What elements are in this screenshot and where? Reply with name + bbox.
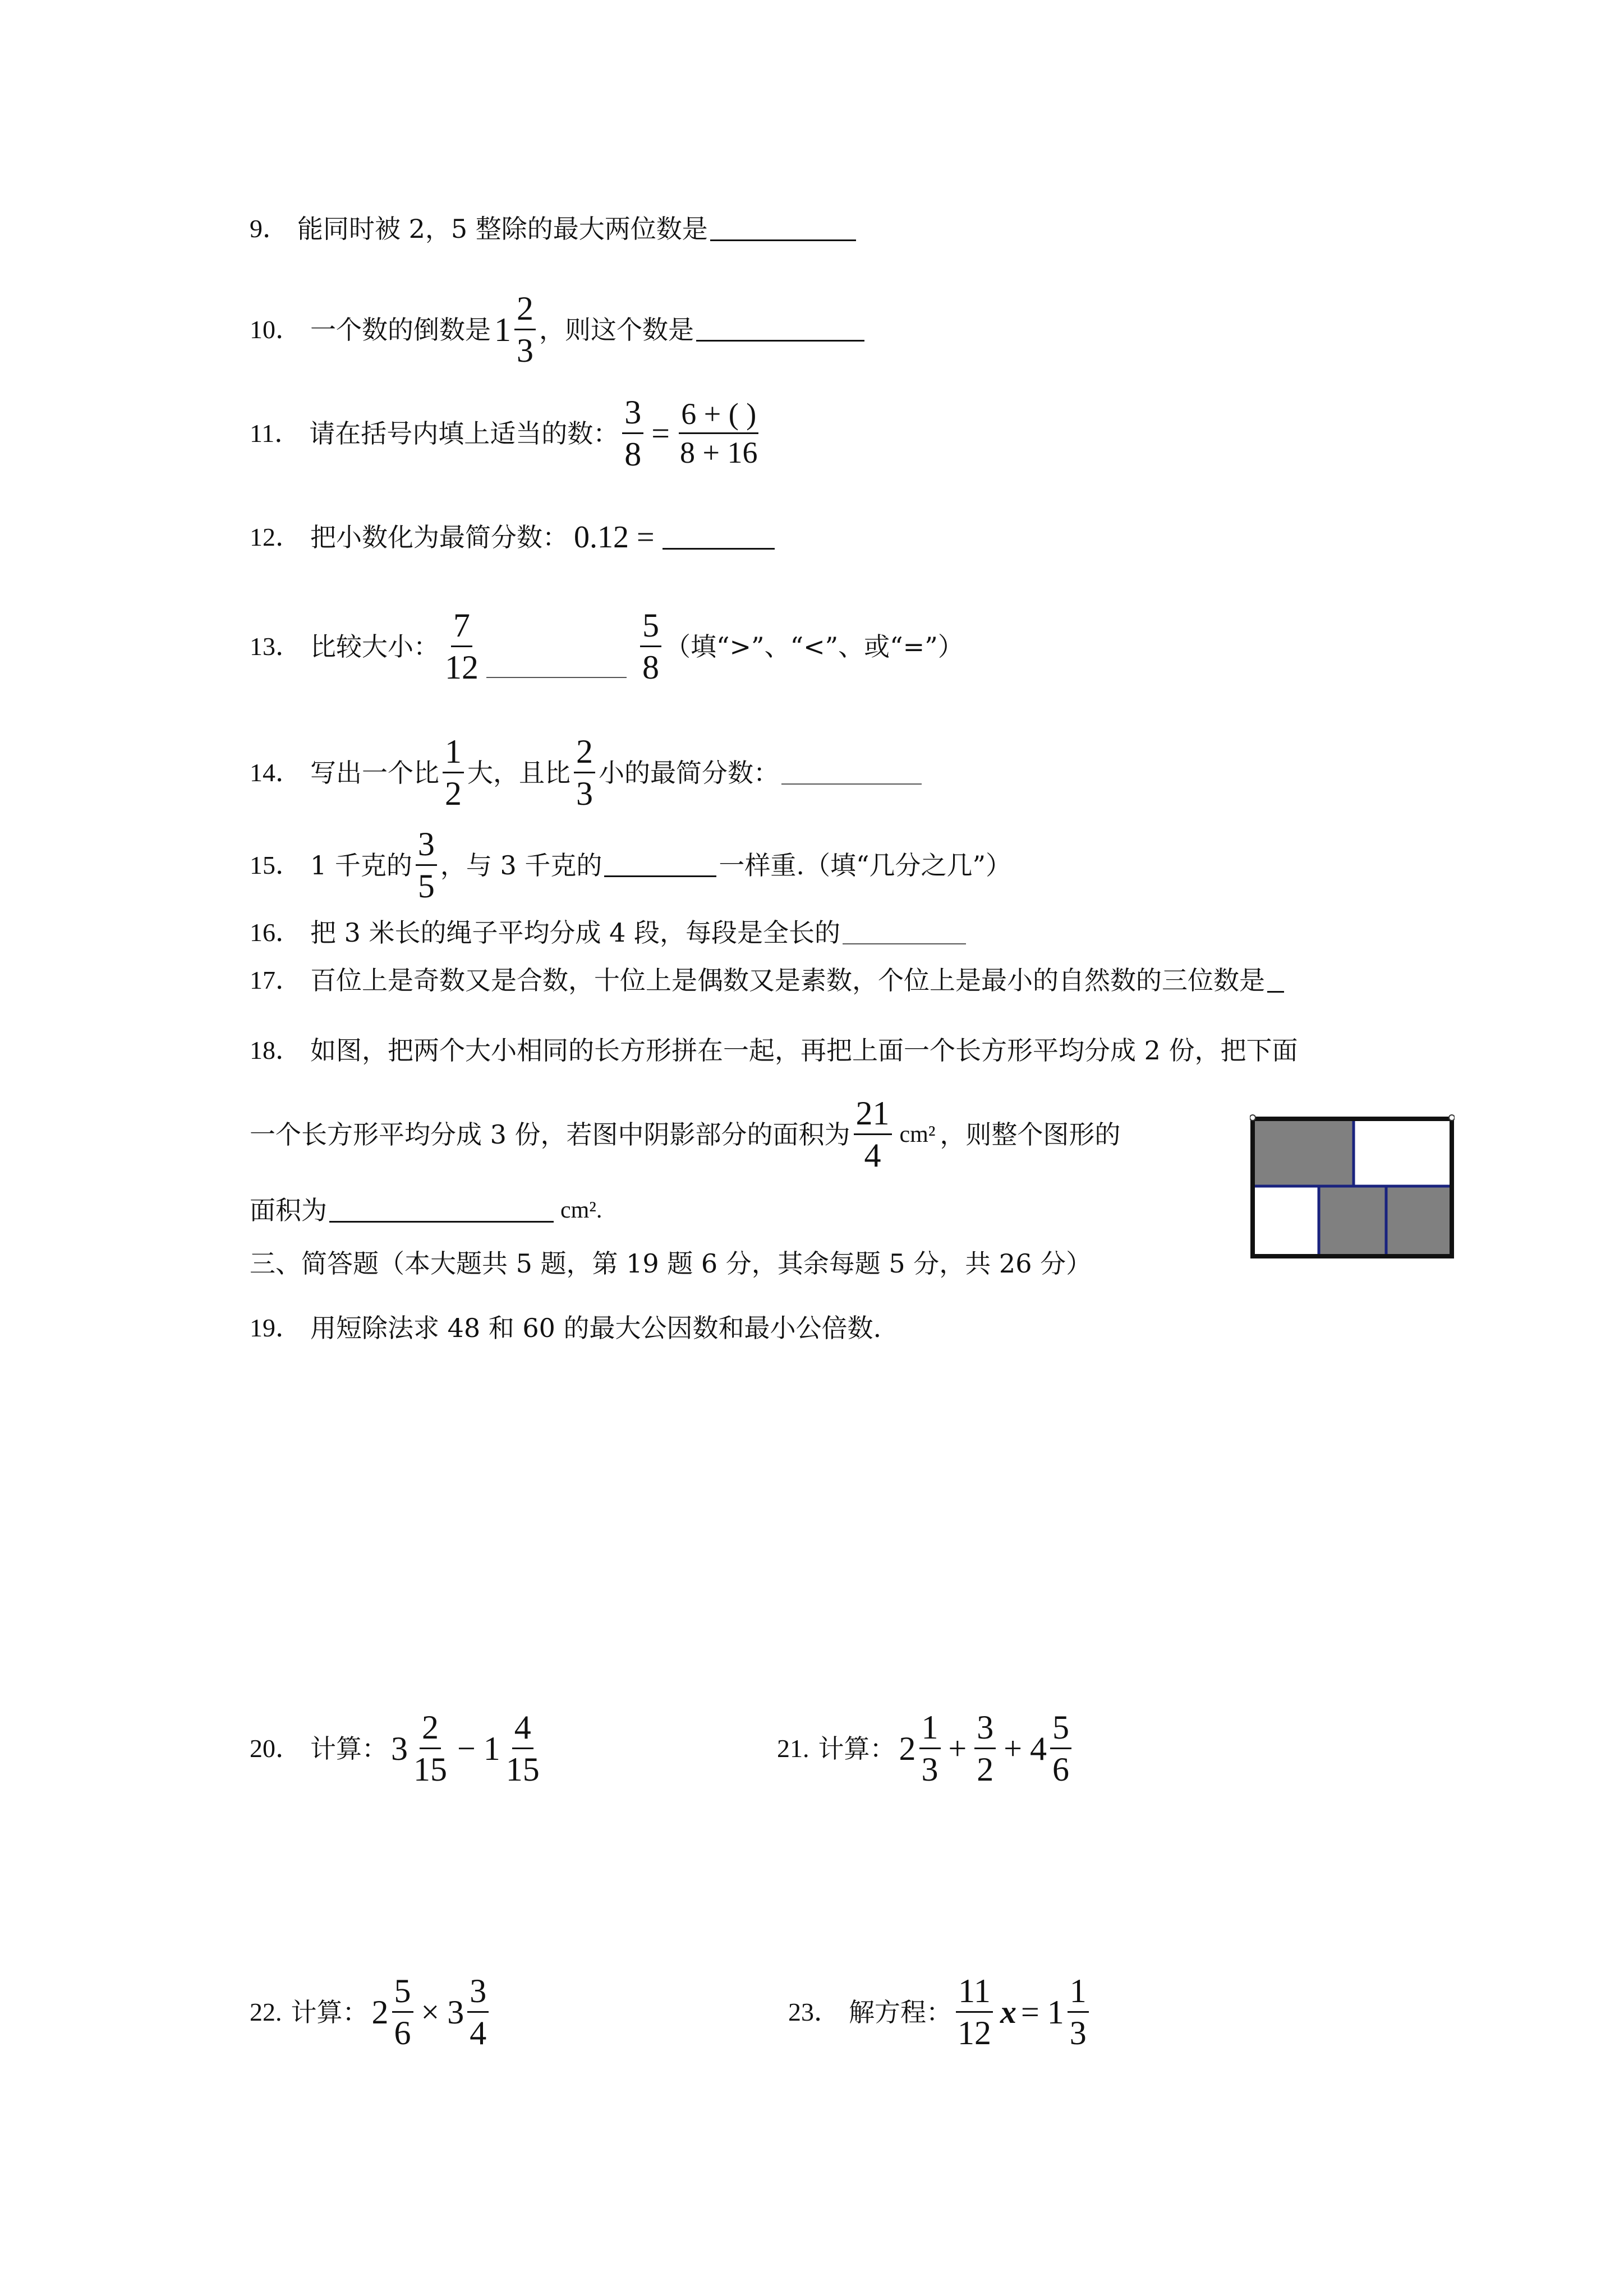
question-text: 一个长方形平均分成 3 份，若图中阴影部分的面积为 [250,1119,850,1150]
question-number: 22. [250,1997,282,2026]
unit: cm². [560,1197,602,1223]
numerator: 5 [640,608,661,647]
numerator: 1 [1068,1974,1089,2013]
plus-sign: + [948,1730,967,1767]
fraction-left [622,395,643,471]
question-17 [250,967,1286,993]
denominator: 3 [921,1751,938,1788]
corner-handle-left [1250,1115,1255,1121]
denominator: 12 [445,649,479,686]
question-text: ，则整个图形的 [940,1119,1121,1150]
mixed-whole: 1 [1047,1993,1064,2031]
question-number: 19． [250,1313,301,1342]
fraction [467,1974,489,2050]
rectangle-figure [1250,1113,1455,1262]
question-number: 13． [250,631,301,661]
numerator: 1 [443,735,464,773]
question-number: 9． [250,214,288,243]
fraction-a [443,735,464,810]
mixed-whole: 1 [494,311,511,348]
question-number: 18． [250,1036,301,1064]
question-number: 10． [250,315,301,344]
fraction [854,1096,892,1172]
question-text: 小的最简分数： [599,757,779,788]
equals-sign: = [1021,1993,1039,2030]
question-text: ，与 3 千克的 [440,850,602,880]
fraction-b [574,735,595,810]
equals-sign: = [651,414,670,451]
denominator: 3 [576,775,593,812]
question-11 [250,395,763,471]
answer-blank[interactable] [696,317,864,342]
question-text: 能同时被 2，5 整除的最大两位数是 [297,214,708,244]
fraction [504,1711,542,1786]
numerator: 3 [622,395,643,434]
answer-blank[interactable] [843,921,966,944]
fraction [1068,1974,1089,2050]
fraction [392,1974,413,2050]
denominator: 2 [977,1751,994,1788]
section-3-heading [250,1248,1092,1279]
question-21 [777,1711,1075,1786]
denominator: 15 [505,1751,540,1788]
question-20 [250,1711,545,1786]
denominator: 12 [958,2014,991,2051]
question-number: 21. [777,1733,809,1763]
denominator: 6 [1052,1751,1069,1788]
fraction [1050,1711,1071,1786]
plus-sign: + [1004,1730,1022,1767]
numerator: 3 [467,1974,489,2013]
question-22 [250,1974,492,2050]
fraction [974,1711,996,1786]
question-text: 计算： [310,1733,388,1764]
question-number: 16． [250,918,301,947]
answer-blank[interactable] [329,1198,554,1223]
question-number: 23． [788,1997,840,2026]
denominator: 4 [470,2014,487,2051]
mixed-whole: 3 [447,1993,464,2031]
unit: cm² [899,1121,936,1147]
question-text: 比较大小： [310,631,439,662]
question-text: 用短除法求 48 和 60 的最大公因数和最小公倍数. [310,1313,882,1343]
mixed-whole: 2 [899,1730,916,1767]
math-expression: 0.12 = [574,520,655,555]
question-text: ，则这个数是 [539,314,694,345]
answer-blank[interactable] [1267,969,1284,993]
question-13 [250,608,964,684]
white-top-right [1354,1119,1452,1186]
denominator: 2 [445,775,462,812]
question-number: 11． [250,418,301,448]
numerator: 7 [451,608,472,647]
question-text: 把 3 米长的绳子平均分成 4 段，每段是全长的 [310,918,841,948]
numerator: 3 [416,827,437,866]
white-bottom-left [1253,1186,1319,1256]
numerator: 4 [512,1711,533,1749]
question-16 [250,920,968,946]
answer-blank[interactable] [486,654,627,678]
question-number: 20． [250,1733,301,1763]
answer-blank[interactable] [781,761,922,785]
question-text: 解方程： [849,1997,952,2027]
numerator[interactable]: 6 + ( ) [679,399,758,434]
fraction-right [678,399,760,468]
answer-blank[interactable] [663,525,775,550]
numerator: 3 [974,1711,996,1749]
denominator: 4 [864,1137,881,1174]
answer-blank[interactable] [604,853,716,877]
question-text: 请在括号内填上适当的数： [309,418,619,449]
shaded-top-left [1253,1119,1354,1186]
denominator: 8 + 16 [680,436,758,469]
question-10 [250,292,867,367]
question-text: 大，且比 [467,757,571,788]
question-text: 面积为 [250,1195,327,1225]
answer-blank[interactable] [710,217,856,241]
fraction [514,292,536,367]
fraction [919,1711,941,1786]
hint-text: （填“>”、“<”、或“=”） [665,631,964,662]
mixed-whole: 2 [371,1993,389,2031]
mixed-whole: 1 [483,1730,500,1767]
times-sign: × [421,1993,440,2030]
question-19 [250,1315,881,1341]
question-text: 把小数化为最简分数： [310,522,568,552]
denominator: 6 [394,2014,411,2051]
question-text: 一个数的倒数是 [310,314,491,345]
denominator: 8 [642,649,659,686]
numerator: 1 [919,1711,941,1749]
question-18-line-3 [250,1197,606,1223]
numerator: 21 [854,1096,892,1135]
minus-sign: − [457,1730,476,1767]
question-14 [250,735,924,810]
fraction-b [640,608,661,684]
section-title: 三、简答题（本大题共 5 题，第 19 题 6 分，其余每题 5 分，共 26 分） [250,1248,1092,1279]
question-text: 如图，把两个大小相同的长方形拼在一起，再把上面一个长方形平均分成 2 份，把下面 [310,1035,1298,1066]
numerator: 5 [1050,1711,1071,1749]
question-9 [250,216,858,242]
question-text: 计算： [818,1733,896,1764]
denominator: 8 [624,436,642,473]
fraction [416,827,437,903]
numerator: 2 [514,292,536,330]
question-number: 17． [250,966,301,994]
question-number: 12． [250,523,301,551]
denominator: 3 [517,332,533,369]
shaded-bottom-middle [1319,1186,1386,1256]
variable-x: x [1000,1993,1016,2030]
fraction-a [443,608,481,684]
corner-handle-right [1449,1115,1455,1121]
question-15 [250,827,1011,903]
denominator: 5 [417,868,435,905]
question-text: 计算： [291,1997,369,2027]
fraction [955,1974,993,2050]
mixed-whole: 3 [391,1730,408,1767]
denominator: 3 [1069,2014,1087,2051]
question-number: 15． [250,850,301,879]
numerator: 2 [420,1711,441,1749]
fraction [411,1711,449,1786]
question-number: 14． [250,758,301,787]
mixed-whole: 4 [1029,1730,1047,1767]
question-23 [788,1974,1092,2050]
question-18-line-2 [250,1096,1120,1172]
question-text: 一样重.（填“几分之几”） [719,850,1012,880]
shaded-bottom-right [1386,1186,1452,1256]
question-text: 1 千克的 [310,850,412,880]
question-12 [250,522,777,553]
question-text: 百位上是奇数又是合数，十位上是偶数又是素数，个位上是最小的自然数的三位数是 [310,965,1265,995]
denominator: 15 [413,1751,447,1788]
numerator: 2 [574,735,595,773]
numerator: 11 [956,1974,993,2013]
question-text: 写出一个比 [310,757,439,788]
numerator: 5 [392,1974,413,2013]
question-18-line-1 [250,1035,1298,1066]
